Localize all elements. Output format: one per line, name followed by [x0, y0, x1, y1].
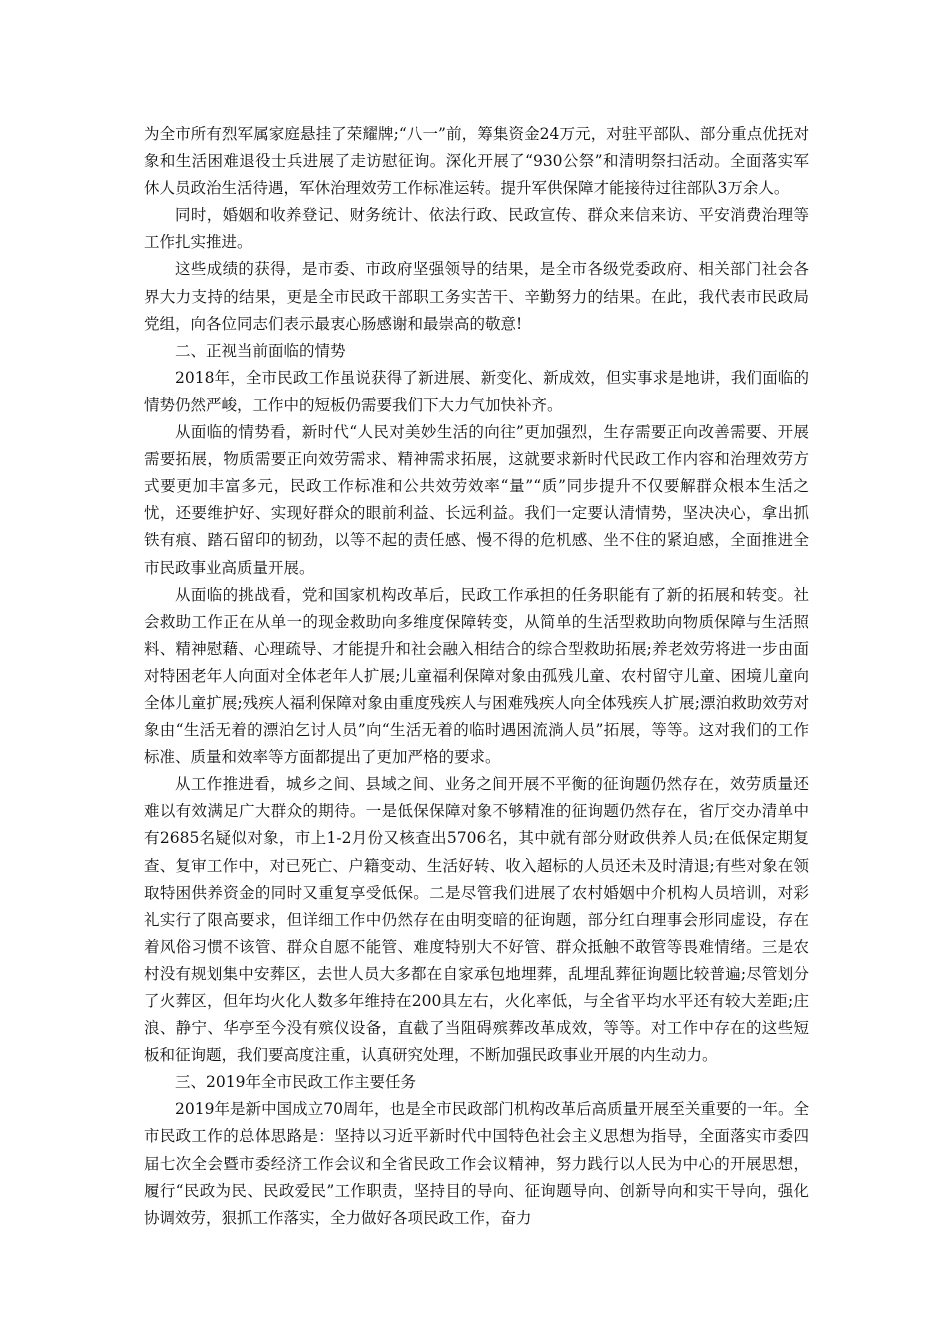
- paragraph-6: 从面临的情势看，新时代“人民对美妙生活的向往”更加强烈，生存需要正向改善需要、开展需要拓展，物质需要正向效劳需求、精神需求拓展，这就要求新时代民政工作内容和治理效劳方式要更加丰富多元，民政工作标准和公共效劳效率“量”“质”同步提升不仅要解群众根本生活之忧，还要维护好、实现好群众的眼前利益、长远利益。我们一定要认清情势，坚决决心，拿出抓铁有痕、踏石留印的韧劲，以等不起的责任感、慢不得的危机感、坐不住的紧迫感，全面推进全市民政事业高质量开展。: [144, 423, 809, 577]
- paragraph-5: 2018年，全市民政工作虽说获得了新进展、新变化、新成效，但实事求是地讲，我们面临的情势仍然严峻，工作中的短板仍需要我们下大力气加快补齐。: [144, 368, 809, 414]
- paragraph-3: 这些成绩的获得，是市委、市政府坚强领导的结果，是全市各级党委政府、相关部门社会各界大力支持的结果，更是全市民政干部职工务实苦干、辛勤努力的结果。在此，我代表市民政局党组，向各位同志们表示最衷心肠感谢和最崇高的敬意!: [144, 260, 809, 333]
- section-heading-3: 三、2019年全市民政工作主要任务: [175, 1073, 416, 1092]
- paragraph-2: 同时，婚姻和收养登记、财务统计、依法行政、民政宣传、群众来信来访、平安消费治理等工作扎实推进。: [144, 206, 809, 252]
- paragraph-7: 从面临的挑战看，党和国家机构改革后，民政工作承担的任务职能有了新的拓展和转变。社会救助工作正在从单一的现金救助向多维度保障转变，从简单的生活型救助向物质保障与生活照料、精神慰藉、心理疏导、才能提升和社会融入相结合的综合型救助拓展;养老效劳将进一步由面对特困老年人向面对全体老年人扩展;儿童福利保障对象由孤残儿童、农村留守儿童、困境儿童向全体儿童扩展;残疾人福利保障对象由重度残疾人与困难残疾人向全体残疾人扩展;漂泊救助效劳对象由“生活无着的漂泊乞讨人员”向“生活无着的临时遇困流淌人员”拓展，等等。这对我们的工作标准、质量和效率等方面都提出了更加严格的要求。: [144, 585, 809, 767]
- paragraph-8: 从工作推进看，城乡之间、县域之间、业务之间开展不平衡的征询题仍然存在，效劳质量还难以有效满足广大群众的期待。一是低保保障对象不够精准的征询题仍然存在，省厅交办清单中有2685名疑似对象，市上1-2月份又核查出5706名，其中就有部分财政供养人员;在低保定期复查、复审工作中，对已死亡、户籍变动、生活好转、收入超标的人员还未及时清退;有些对象在领取特困供养资金的同时又重复享受低保。二是尽管我们进展了农村婚姻中介机构人员培训，对彩礼实行了限高要求，但详细工作中仍然存在由明变暗的征询题，部分红白理事会形同虚设，存在着风俗习惯不该管、群众自愿不能管、难度特别大不好管、群众抵触不敢管等畏难情绪。三是农村没有规划集中安葬区，去世人员大多都在自家承包地埋葬，乱埋乱葬征询题比较普遍;尽管划分了火葬区，但年均火化人数多年维持在200具左右，火化率低，与全省平均水平还有较大差距;庄浪、静宁、华亭至今没有殡仪设备，直截了当阻碍殡葬改革成效，等等。对工作中存在的这些短板和征询题，我们要高度注重，认真研究处理，不断加强民政事业开展的内生动力。: [144, 775, 809, 1065]
- document-body: [144, 121, 809, 1232]
- paragraph-1: 为全市所有烈军属家庭悬挂了荣耀牌;“八一”前，筹集资金24万元，对驻平部队、部分重点优抚对象和生活困难退役士兵进展了走访慰征询。深化开展了“930公祭”和清明祭扫活动。全面落实军休人员政治生活待遇，军休治理效劳工作标准运转。提升军供保障才能接待过往部队3万余人。: [144, 125, 809, 198]
- paragraph-10: 2019年是新中国成立70周年，也是全市民政部门机构改革后高质量开展至关重要的一年。全市民政工作的总体思路是：坚持以习近平新时代中国特色社会主义思想为指导，全面落实市委四届七次全会暨市委经济工作会议和全省民政工作会议精神，努力践行以人民为中心的开展思想，履行“民政为民、民政爱民”工作职责，坚持目的导向、征询题导向、创新导向和实干导向，强化协调效劳，狠抓工作落实，全力做好各项民政工作，奋力: [144, 1100, 809, 1227]
- section-heading-2: 二、正视当前面临的情势: [175, 341, 346, 360]
